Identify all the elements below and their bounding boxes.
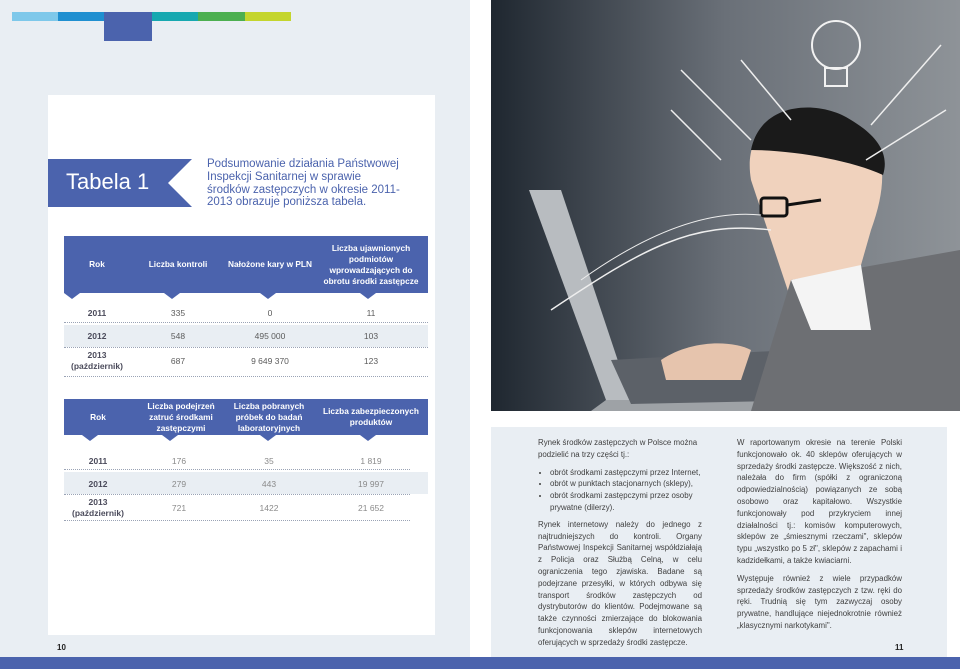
color-bar-2 [58,12,106,21]
table2-cell: 721 [171,503,187,513]
table2-year: 2011 [88,456,108,466]
table2-year: 2013 [88,497,108,507]
page-number-left: 10 [57,643,66,652]
table2-cell: 279 [171,479,187,489]
table1-year: 2011 [87,308,107,318]
table2-year: 2012 [88,479,108,489]
table1-year: 2013 [87,350,107,360]
page-number-right: 11 [895,643,904,652]
table2-col-poisonings: Liczba podejrzeń zatruć środkami zastępczymi [147,400,215,433]
table2-header-notch [64,435,428,441]
table1-year-sub: (październik) [71,361,123,371]
table2-col-year: Rok [90,411,106,422]
bullet-item: • obrót w punktach stacjonarnych (sklepy), [550,478,702,490]
table2-col-samples: Liczba pobranych próbek do badań laboratoryjnych [233,400,305,433]
table1-cell: 0 [267,308,273,318]
table1-cell: 103 [363,331,379,341]
intro-text: Podsumowanie działania Państwowej Inspekcji Sanitarnej w sprawie środków zastępczych w okresie 2011-2013 obrazuje poniższa tabela. [207,158,400,209]
text-column-1 [538,437,702,655]
table2-cell: 35 [264,456,274,466]
footer-bar [0,657,960,669]
table2-cell: 1422 [259,503,279,513]
bullet-list [538,467,702,514]
paragraph: Występuje również z wiele przypadków sprzedaży środków zastępczych z tzw. ręki do ręki. Trudnią się tym zazwyczaj osoby prywatne, handlujące niejednokrotnie również „klasycznymi narkotykami". [737,573,902,630]
table2-col-products: Liczba zabezpieczonych produktów [323,406,419,427]
bullet-item: • obrót środkami zastępczymi przez Internet, [550,467,702,479]
table1-col-year: Rok [89,259,105,269]
table-title: Tabela 1 [66,169,150,194]
table2-year-sub: (październik) [72,508,124,518]
paragraph: W raportowanym okresie na terenie Polski funkcjonowało ok. 40 sklepów oferujących w sprzedaży środki zastępcze. Większość z nich, należała do firm (spółki z ograniczoną odpowiedzialnością) powiązanych ze sobą osobowo oraz kapitałowo. Wszystkie funkcjonowały pod przykryciem innej działalności tj.: komisów komputerowych, sklepów ze „śmiesznymi rzeczami", sklepów typu „wszystko po 5 zł", sklepów z zapachami i kadzidełkami, a także kwiaciarni. [737,438,902,565]
hero-photo [491,0,960,411]
paragraph: Rynek internetowy należy do jednego z najtrudniejszych do kontroli. Organy Państwowej Inspekcji Sanitarnej współdziałają z Policja oraz Służbą Celną, w celu ograniczenia tego zjawiska. Badane są podejrzane przesyłki, w których odbywa się transport środków zastępczych od dystrybutorów do klientów. Podejmowane są także czynności zmierzające do blokowania funkcjonowania sklepów internetowych oferujących w sprzedaży środki zastępcze. [538,519,702,647]
table1-cell: 548 [170,331,186,341]
table1-col-fines: Nałożone kary w PLN [228,259,312,269]
color-bar-5 [245,12,291,21]
header-tab [104,12,152,41]
color-bar-1 [12,12,58,21]
table1-col-entities: Liczba ujawnionych podmiotów wprowadzających do obrotu środki zastępcze [323,242,419,286]
table1-cell: 495 000 [254,331,286,341]
table2-cell: 443 [261,479,277,489]
table2-cell: 1 819 [360,456,382,466]
table2-cell: 176 [171,456,187,466]
table1-col-inspections: Liczba kontroli [148,259,208,269]
photo-illustration [491,0,960,411]
table1-header-notch [64,293,428,299]
table2-cell: 19 997 [358,479,384,489]
table1-cell: 123 [363,356,379,366]
bullet-item: • obrót środkami zastępczymi przez osoby prywatne (dilerzy). [550,490,702,514]
table1-year: 2012 [87,331,107,341]
paragraph: Rynek środków zastępczych w Polsce można podzielić na trzy części tj.: [538,438,698,459]
text-column-2 [737,437,902,638]
color-bar-4 [198,12,245,21]
table1-cell: 687 [170,356,186,366]
color-bar-3 [152,12,198,21]
table1-cell: 335 [170,308,186,318]
table2-cell: 21 652 [358,503,384,513]
table1-cell: 11 [366,308,376,318]
table1-cell: 9 649 370 [251,356,289,366]
